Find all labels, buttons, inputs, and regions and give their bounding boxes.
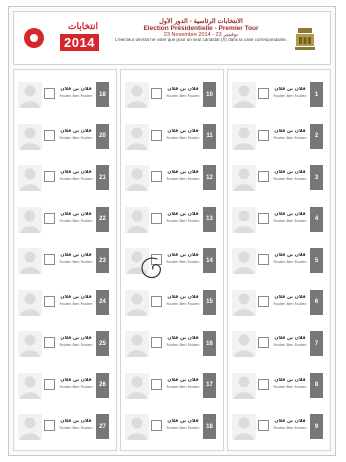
ballot-header [13, 11, 331, 65]
candidate-name-arabic: فلان بن فلان [60, 377, 92, 383]
candidate-entry [18, 369, 112, 402]
candidate-name-french: Foulen Ben Foulen [273, 426, 307, 430]
candidate-name-arabic: فلان بن فلان [274, 336, 306, 341]
candidate-name-arabic: فلان بن فلان [274, 211, 306, 217]
candidate-photo-placeholder-icon [125, 331, 149, 357]
candidate-entry [18, 244, 112, 277]
vote-checkbox[interactable] [44, 420, 55, 431]
vote-checkbox[interactable] [258, 379, 269, 390]
candidate-entry [232, 203, 326, 236]
candidate-number: 11 [203, 124, 216, 149]
candidate-name-french: Foulen Ben Foulen [166, 135, 200, 140]
header-instructions: L'électeur devrait ne voter que pour un seul candidat (X) dans la case correspondante. [114, 38, 288, 43]
candidate-name-arabic: فلان بن فلان [60, 336, 92, 341]
flag-icon [24, 28, 44, 48]
ballot-sheet [8, 6, 336, 456]
candidate-photo-placeholder-icon [125, 124, 149, 150]
candidate-name-french: Foulen Ben Foulen [166, 177, 200, 181]
vote-checkbox[interactable] [44, 296, 55, 307]
candidate-entry [125, 327, 219, 360]
candidate-name-french: Foulen Ben Foulen [273, 135, 307, 140]
candidate-column [13, 69, 117, 451]
candidate-name-french: Foulen Ben Foulen [59, 426, 93, 430]
candidate-number: 14 [203, 248, 216, 273]
candidate-name-arabic: فلان بن فلان [274, 87, 306, 92]
candidate-name-french: Foulen Ben Foulen [166, 426, 200, 430]
vote-checkbox[interactable] [44, 213, 55, 224]
vote-checkbox[interactable] [44, 379, 55, 390]
candidate-name-arabic: فلان بن فلان [167, 128, 199, 134]
candidate-number: 12 [203, 165, 216, 190]
candidate-entry [18, 410, 112, 443]
candidate-number: 1 [310, 82, 323, 107]
candidate-name-arabic: فلان بن فلان [274, 419, 306, 424]
candidate-column [227, 69, 331, 451]
candidate-number: 17 [203, 373, 216, 398]
candidate-photo-placeholder-icon [125, 207, 149, 233]
candidate-entry [125, 120, 219, 153]
candidate-number: 21 [96, 165, 109, 190]
candidate-name-french: Foulen Ben Foulen [166, 260, 200, 264]
candidate-name-french: Foulen Ben Foulen [273, 343, 307, 347]
logo-arabic-text: انتخابات [68, 22, 98, 32]
candidate-entry [125, 203, 219, 236]
candidate-name-arabic: فلان بن فلان [167, 211, 199, 217]
candidate-name-arabic: فلان بن فلان [274, 253, 306, 258]
candidate-name-arabic: فلان بن فلان [167, 377, 199, 383]
candidate-photo-placeholder-icon [232, 248, 256, 274]
candidate-photo-placeholder-icon [18, 165, 42, 191]
candidate-photo-placeholder-icon [18, 82, 42, 108]
vote-checkbox[interactable] [151, 88, 162, 99]
candidate-number: 24 [96, 290, 109, 315]
candidate-photo-placeholder-icon [232, 165, 256, 191]
candidate-entry [125, 286, 219, 319]
candidate-name-arabic: فلان بن فلان [60, 128, 92, 134]
candidate-photo-placeholder-icon [18, 331, 42, 357]
candidate-number: 27 [96, 414, 109, 439]
handwritten-circle-mark [139, 255, 165, 281]
candidate-column [120, 69, 224, 451]
header-arabic-title: الانتخابات الرئاسية - الدور الأول [159, 18, 243, 25]
vote-checkbox[interactable] [44, 337, 55, 348]
candidate-number: 2 [310, 124, 323, 149]
candidate-entry [18, 286, 112, 319]
candidate-entry [18, 203, 112, 236]
vote-checkbox[interactable] [151, 130, 162, 141]
candidate-entry [125, 78, 219, 111]
candidate-photo-placeholder-icon [18, 373, 42, 399]
candidate-name-arabic: فلان بن فلان [274, 377, 306, 383]
vote-checkbox[interactable] [258, 254, 269, 265]
candidate-number: 7 [310, 331, 323, 356]
candidate-number: 15 [203, 290, 216, 315]
candidate-entry [125, 369, 219, 402]
candidate-number: 22 [96, 207, 109, 232]
candidate-name-arabic: فلان بن فلان [167, 87, 199, 92]
vote-checkbox[interactable] [258, 420, 269, 431]
candidate-photo-placeholder-icon [125, 414, 149, 440]
candidate-name-french: Foulen Ben Foulen [166, 343, 200, 347]
header-date: 23 Novembre 2014 - 23 نوفمبر [163, 32, 239, 39]
candidate-photo-placeholder-icon [125, 373, 149, 399]
candidate-photo-placeholder-icon [125, 290, 149, 316]
vote-checkbox[interactable] [258, 130, 269, 141]
vote-checkbox[interactable] [44, 171, 55, 182]
vote-checkbox[interactable] [151, 296, 162, 307]
candidate-name-french: Foulen Ben Foulen [59, 218, 93, 223]
candidate-name-french: Foulen Ben Foulen [59, 260, 93, 264]
vote-checkbox[interactable] [151, 337, 162, 348]
candidate-entry [125, 410, 219, 443]
vote-checkbox[interactable] [44, 254, 55, 265]
candidate-number: 26 [96, 373, 109, 398]
vote-checkbox[interactable] [258, 88, 269, 99]
candidate-name-french: Foulen Ben Foulen [59, 343, 93, 347]
candidate-entry [18, 327, 112, 360]
candidate-number: 3 [310, 165, 323, 190]
candidate-name-arabic: فلان بن فلان [60, 419, 92, 424]
candidate-number: 10 [203, 82, 216, 107]
vote-checkbox[interactable] [151, 171, 162, 182]
candidate-entry [18, 161, 112, 194]
candidate-name-french: Foulen Ben Foulen [166, 94, 200, 98]
vote-checkbox[interactable] [151, 213, 162, 224]
vote-checkbox[interactable] [151, 420, 162, 431]
candidate-photo-placeholder-icon [232, 331, 256, 357]
candidate-name-french: Foulen Ben Foulen [273, 260, 307, 264]
candidate-number: 16 [203, 331, 216, 356]
candidate-name-arabic: فلان بن فلان [274, 294, 306, 300]
candidate-name-arabic: فلان بن فلان [60, 294, 92, 300]
candidate-name-arabic: فلان بن فلان [167, 419, 199, 424]
candidate-name-arabic: فلان بن فلان [167, 253, 199, 258]
candidate-name-french: Foulen Ben Foulen [273, 94, 307, 98]
candidate-photo-placeholder-icon [18, 414, 42, 440]
electoral-authority-emblem-icon [290, 24, 320, 54]
candidate-photo-placeholder-icon [232, 124, 256, 150]
candidate-columns [13, 69, 331, 451]
candidate-number: 25 [96, 331, 109, 356]
candidate-photo-placeholder-icon [232, 290, 256, 316]
candidate-entry [18, 78, 112, 111]
candidate-name-arabic: فلان بن فلان [167, 294, 199, 300]
header-french-title: Election Présidentielle - Premier Tour [143, 25, 259, 33]
candidate-name-arabic: فلان بن فلان [167, 170, 199, 175]
candidate-number: 8 [310, 373, 323, 398]
candidate-photo-placeholder-icon [232, 414, 256, 440]
candidate-photo-placeholder-icon [232, 207, 256, 233]
candidate-name-arabic: فلان بن فلان [60, 87, 92, 92]
candidate-entry [232, 327, 326, 360]
vote-checkbox[interactable] [258, 171, 269, 182]
candidate-entry [232, 120, 326, 153]
vote-checkbox[interactable] [258, 213, 269, 224]
candidate-entry [232, 410, 326, 443]
candidate-name-french: Foulen Ben Foulen [59, 177, 93, 181]
candidate-name-arabic: فلان بن فلان [60, 170, 92, 175]
vote-checkbox[interactable] [258, 296, 269, 307]
candidate-entry [18, 120, 112, 153]
candidate-number: 6 [310, 290, 323, 315]
candidate-photo-placeholder-icon [18, 248, 42, 274]
candidate-number: 18 [96, 82, 109, 107]
candidate-entry [232, 244, 326, 277]
candidate-photo-placeholder-icon [125, 165, 149, 191]
candidate-name-french: Foulen Ben Foulen [59, 94, 93, 98]
candidate-number: 4 [310, 207, 323, 232]
candidate-name-french: Foulen Ben Foulen [273, 218, 307, 223]
candidate-name-french: Foulen Ben Foulen [59, 384, 93, 389]
candidate-name-french: Foulen Ben Foulen [166, 384, 200, 389]
candidate-name-french: Foulen Ben Foulen [59, 301, 93, 306]
candidate-name-arabic: فلان بن فلان [274, 128, 306, 134]
candidate-entry [232, 286, 326, 319]
candidate-name-arabic: فلان بن فلان [60, 211, 92, 217]
candidate-photo-placeholder-icon [232, 82, 256, 108]
candidate-photo-placeholder-icon [125, 82, 149, 108]
vote-checkbox[interactable] [44, 88, 55, 99]
vote-checkbox[interactable] [151, 379, 162, 390]
vote-checkbox[interactable] [258, 337, 269, 348]
logo-year: 2014 [60, 34, 99, 51]
candidate-entry [232, 369, 326, 402]
candidate-entry [125, 161, 219, 194]
candidate-number: 5 [310, 248, 323, 273]
header-text [112, 18, 290, 43]
candidate-name-french: Foulen Ben Foulen [273, 384, 307, 389]
candidate-entry [232, 161, 326, 194]
candidate-name-french: Foulen Ben Foulen [166, 301, 200, 306]
candidate-number: 20 [96, 124, 109, 149]
candidate-name-arabic: فلان بن فلان [274, 170, 306, 175]
candidate-number: 23 [96, 248, 109, 273]
election-logo [24, 22, 108, 58]
candidate-photo-placeholder-icon [18, 290, 42, 316]
candidate-photo-placeholder-icon [18, 207, 42, 233]
candidate-name-french: Foulen Ben Foulen [59, 135, 93, 140]
candidate-name-french: Foulen Ben Foulen [166, 218, 200, 223]
candidate-name-french: Foulen Ben Foulen [273, 177, 307, 181]
candidate-number: 13 [203, 207, 216, 232]
vote-checkbox[interactable] [44, 130, 55, 141]
candidate-name-arabic: فلان بن فلان [60, 253, 92, 258]
candidate-name-arabic: فلان بن فلان [167, 336, 199, 341]
candidate-photo-placeholder-icon [232, 373, 256, 399]
candidate-photo-placeholder-icon [18, 124, 42, 150]
candidate-name-french: Foulen Ben Foulen [273, 301, 307, 306]
candidate-number: 9 [310, 414, 323, 439]
candidate-number: 18 [203, 414, 216, 439]
candidate-entry [232, 78, 326, 111]
